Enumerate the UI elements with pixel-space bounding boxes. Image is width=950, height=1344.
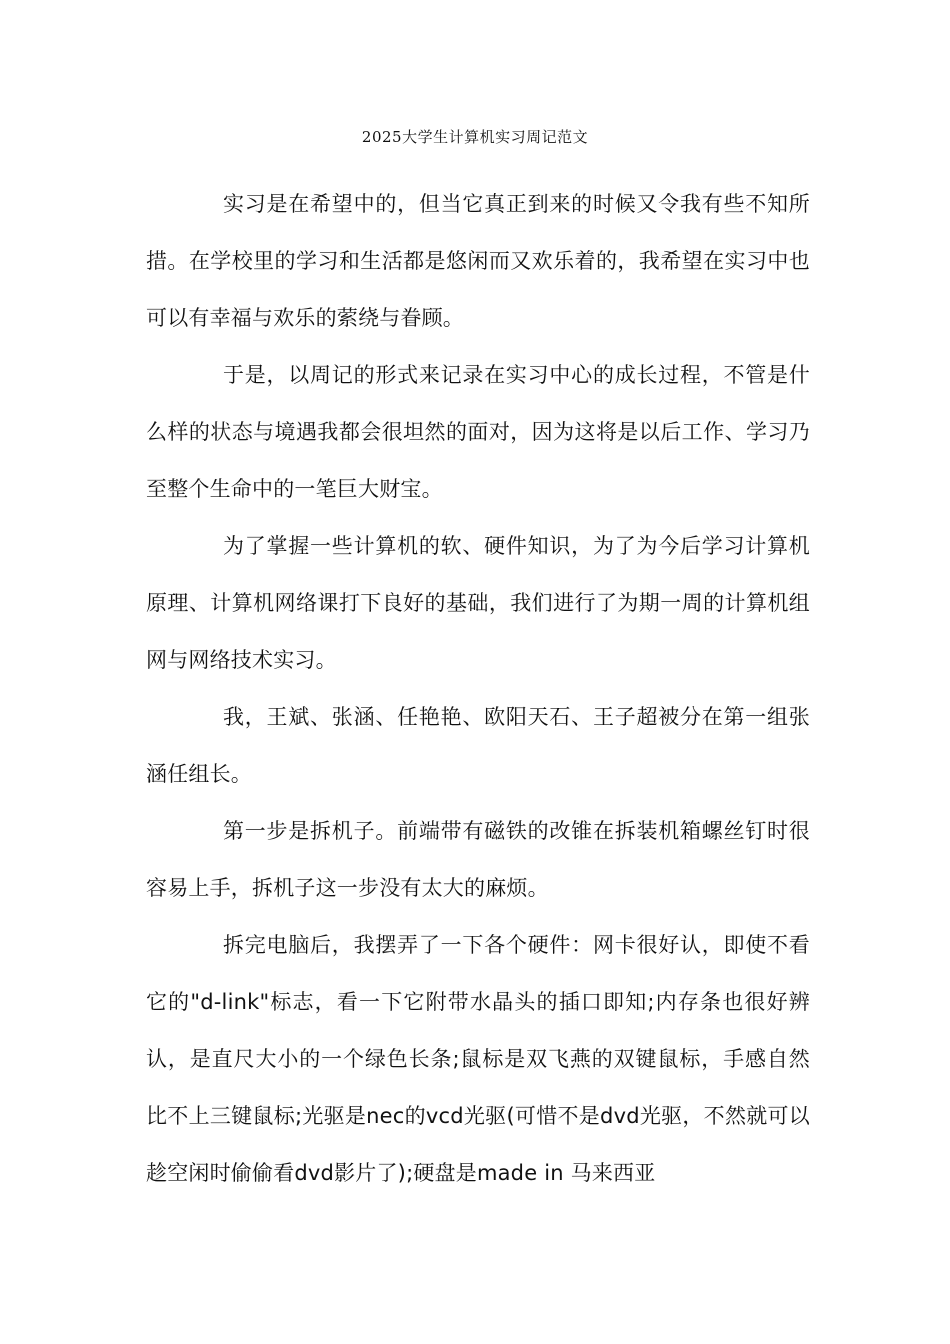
paragraph: 拆完电脑后，我摆弄了一下各个硬件：网卡很好认，即使不看它的"d-link"标志，看一下它附带水晶头的插口即知;内存条也很好辨认，是直尺大小的一个绿色长条;鼠标是双飞燕的双键鼠标，手感自然比不上三键鼠标;光驱是nec的vcd光驱(可惜不是dvd光驱，不然就可以趁空闲时偷偷看dvd影片了);硬盘是made in 马来西亚 (146, 933, 810, 1185)
paragraph: 为了掌握一些计算机的软、硬件知识，为了为今后学习计算机原理、计算机网络课打下良好的基础，我们进行了为期一周的计算机组网与网络技术实习。 (146, 534, 810, 672)
document-body (146, 176, 810, 1202)
paragraph: 第一步是拆机子。前端带有磁铁的改锥在拆装机箱螺丝钉时很容易上手，拆机子这一步没有太大的麻烦。 (146, 819, 810, 900)
paragraph: 于是，以周记的形式来记录在实习中心的成长过程，不管是什么样的状态与境遇我都会很坦然的面对，因为这将是以后工作、学习乃至整个生命中的一笔巨大财宝。 (146, 363, 810, 501)
paragraph: 实习是在希望中的，但当它真正到来的时候又令我有些不知所措。在学校里的学习和生活都是悠闲而又欢乐着的，我希望在实习中也可以有幸福与欢乐的萦绕与眷顾。 (146, 192, 810, 330)
document-title: 2025大学生计算机实习周记范文 (361, 128, 589, 146)
paragraph: 我，王斌、张涵、任艳艳、欧阳天石、王子超被分在第一组张涵任组长。 (146, 705, 810, 786)
